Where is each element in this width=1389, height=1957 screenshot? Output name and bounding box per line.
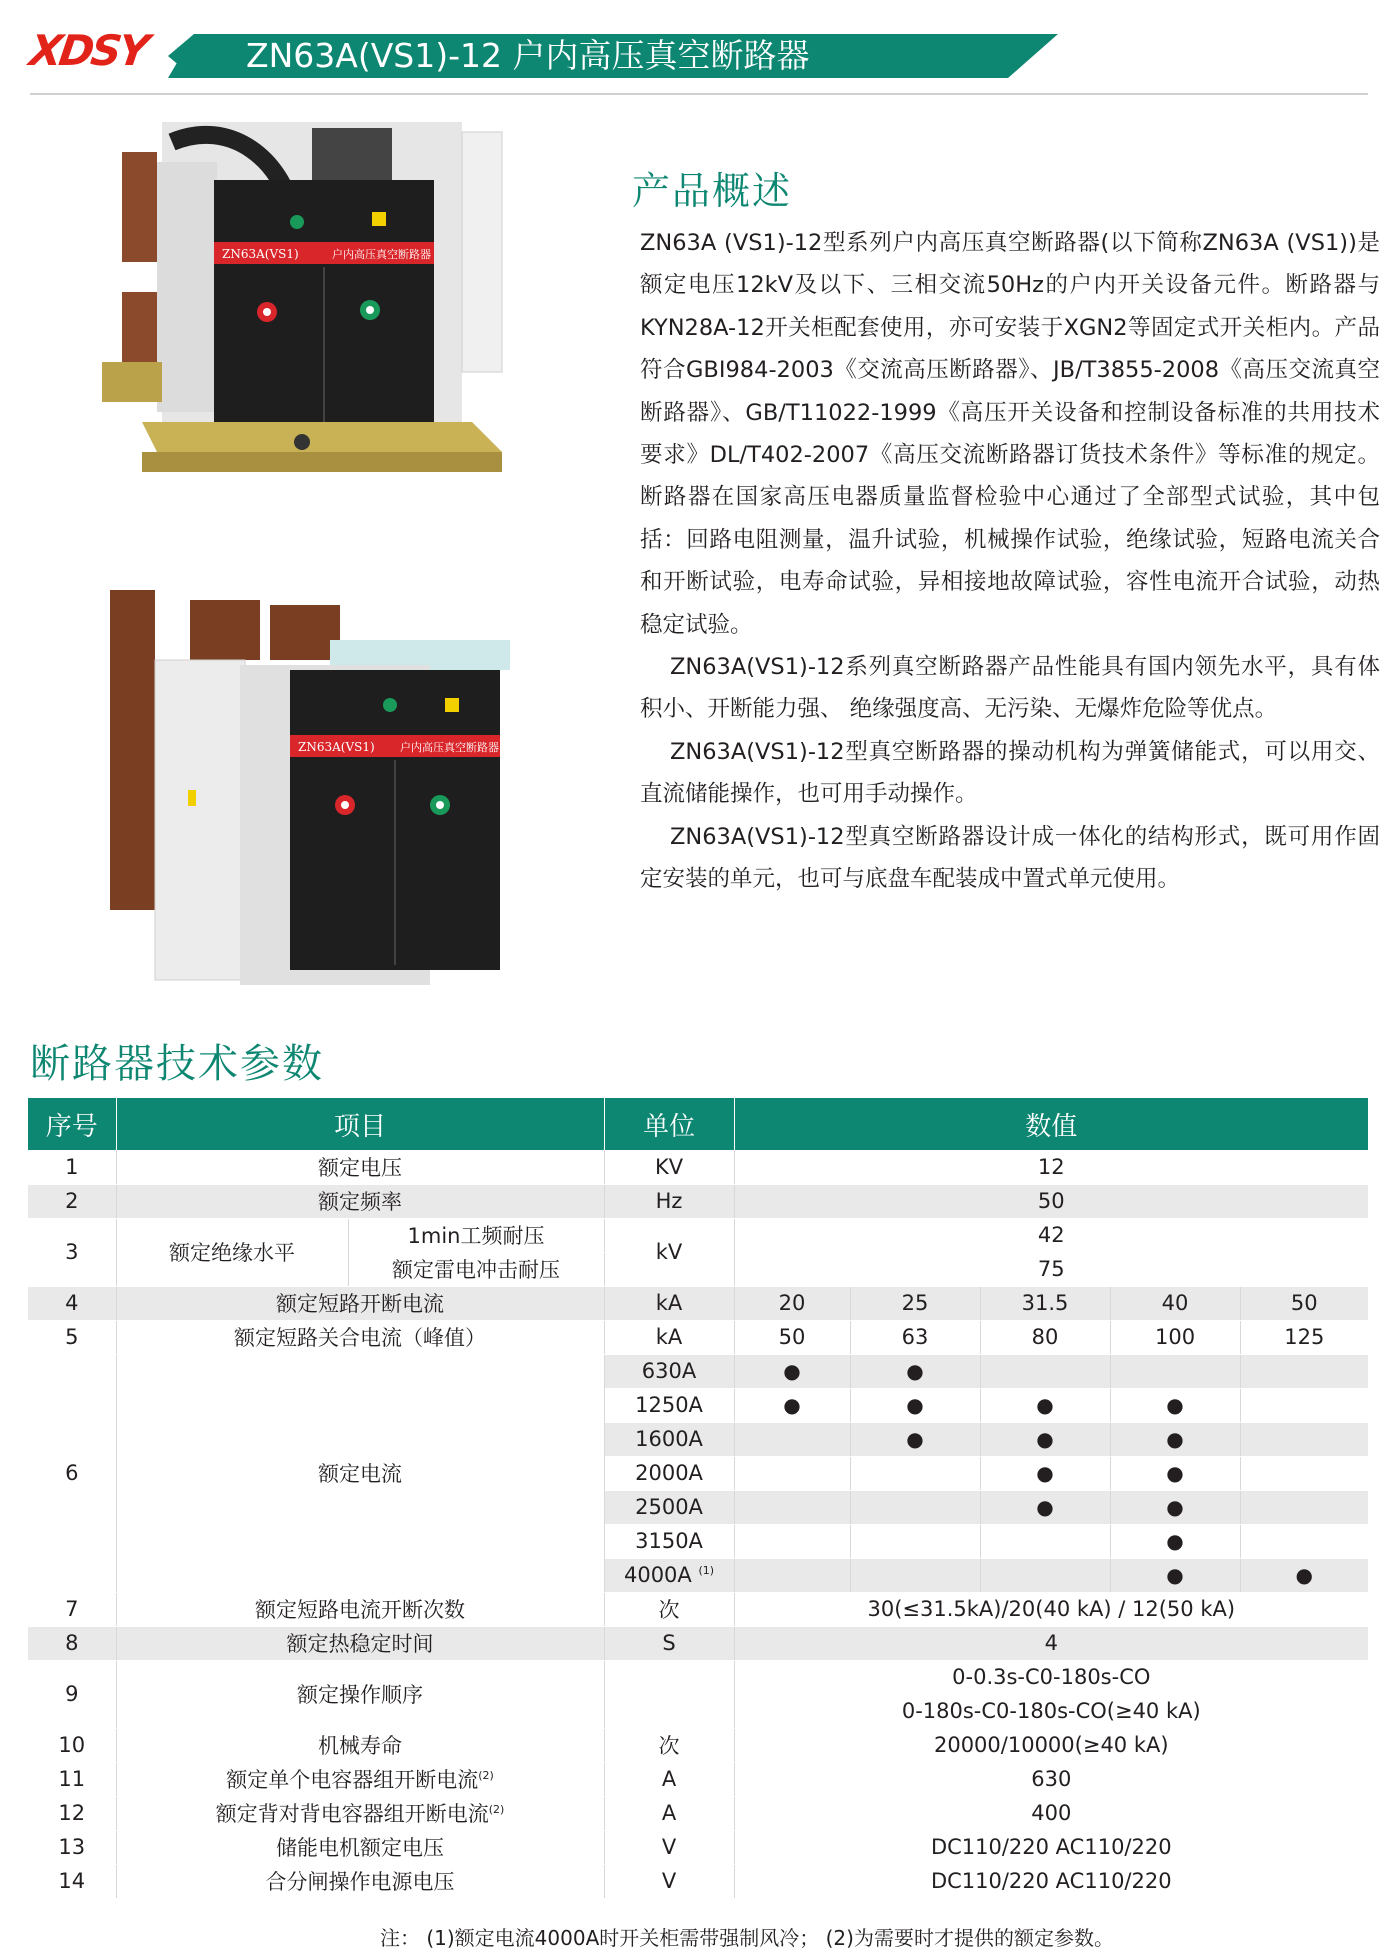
cell-current bbox=[604, 1388, 734, 1422]
table-row bbox=[28, 1354, 1368, 1388]
cell-unit: KV bbox=[604, 1150, 734, 1184]
table-row bbox=[28, 1218, 1368, 1252]
cell-value: 12 bbox=[734, 1150, 1368, 1184]
cell-item bbox=[116, 1762, 604, 1796]
cell-item: 额定电压 bbox=[116, 1150, 604, 1184]
overview-paragraph: ZN63A(VS1)-12系列真空断路器产品性能具有国内领先水平，具有体积小、开断能力强、 绝缘强度高、无污染、无爆炸危险等优点。 bbox=[640, 654, 1380, 723]
availability-dot bbox=[850, 1388, 980, 1422]
panel-title-1: 户内高压真空断路器 bbox=[332, 248, 431, 261]
logo-text: XDSY bbox=[26, 26, 150, 75]
cell-no: 4 bbox=[28, 1286, 116, 1320]
cell-value: 25 bbox=[850, 1286, 980, 1320]
cell-no: 7 bbox=[28, 1592, 116, 1626]
cell-unit: V bbox=[604, 1864, 734, 1898]
spec-table-title: 断路器技术参数 bbox=[30, 1041, 324, 1087]
availability-empty bbox=[734, 1456, 850, 1490]
availability-dot bbox=[980, 1490, 1110, 1524]
dot-icon: ● bbox=[1166, 1563, 1184, 1587]
availability-dot bbox=[1110, 1456, 1240, 1490]
panel-label-2: ZN63A(VS1) bbox=[298, 740, 375, 754]
cell-no: 9 bbox=[28, 1660, 116, 1728]
availability-empty bbox=[980, 1524, 1110, 1558]
cell-item: 额定热稳定时间 bbox=[116, 1626, 604, 1660]
cell-unit: S bbox=[604, 1626, 734, 1660]
dot-icon: ● bbox=[906, 1427, 924, 1451]
page-title: ZN63A(VS1)-12 户内高压真空断路器 bbox=[246, 36, 810, 75]
rated-current-block bbox=[28, 1354, 1368, 1592]
availability-empty bbox=[850, 1456, 980, 1490]
cell-unit: kA bbox=[604, 1320, 734, 1354]
availability-empty bbox=[1240, 1422, 1368, 1456]
cell-unit: A bbox=[604, 1796, 734, 1830]
overview-paragraph: ZN63A (VS1)-12型系列户内高压真空断路器(以下简称ZN63A (VS1))是额定电压12kV及以下、三相交流50Hz的户内开关设备元件。断路器与KYN28A-12开关柜配套使用，亦可安装于XGN2等固定式开关柜内。产品符合GBI984-2003《交流高压断路器》、JB/T3855-2008《高压交流真空断路器》、GB/T11022-1999《高压开关设备和控制设备标准的共用技术要求》DL/T402-2007《高压交流断路器订货技术条件》等标准的规定。断路器在国家高压电器质量监督检验中心通过了全部型式试验，其中包括：回路电阻测量，温升试验，机械操作试验，绝缘试验，短路电流关合和开断试验，电寿命试验，异相接地故障试验，容性电流开合试验，动热稳定试验。 bbox=[640, 230, 1380, 638]
table-footnote: 注： (1)额定电流4000A时开关柜需带强制风冷； (2)为需要时才提供的额定参数。 bbox=[380, 1926, 1114, 1950]
availability-dot bbox=[1110, 1558, 1240, 1592]
item-text: 额定单个电容器组开断电流 bbox=[226, 1768, 479, 1792]
cell-value: 100 bbox=[1110, 1320, 1240, 1354]
dot-icon: ● bbox=[1036, 1495, 1054, 1519]
footnote-marker: (2) bbox=[478, 1769, 494, 1782]
cell-unit: Hz bbox=[604, 1184, 734, 1218]
availability-dot bbox=[734, 1354, 850, 1388]
cell-current bbox=[604, 1490, 734, 1524]
cell-value: 630 bbox=[734, 1762, 1368, 1796]
cell-item: 额定操作顺序 bbox=[116, 1660, 604, 1728]
availability-empty bbox=[734, 1524, 850, 1558]
availability-empty bbox=[734, 1490, 850, 1524]
current-label: 1600A bbox=[635, 1427, 703, 1451]
dot-icon: ● bbox=[1036, 1393, 1054, 1417]
availability-dot bbox=[850, 1354, 980, 1388]
spec-table bbox=[28, 1098, 1368, 1899]
cell-current bbox=[604, 1456, 734, 1490]
cell-current bbox=[604, 1422, 734, 1456]
breaker-photo-side bbox=[100, 580, 550, 1000]
dot-icon: ● bbox=[1036, 1461, 1054, 1485]
panel-label-1: ZN63A(VS1) bbox=[222, 247, 299, 261]
table-row bbox=[28, 1286, 1368, 1320]
availability-empty bbox=[1110, 1354, 1240, 1388]
availability-empty bbox=[850, 1490, 980, 1524]
overview-title: 产品概述 bbox=[632, 169, 793, 213]
cell-value: 42 bbox=[734, 1218, 1368, 1252]
current-label: 2000A bbox=[635, 1461, 703, 1485]
overview-paragraph: ZN63A(VS1)-12型真空断路器的操动机构为弹簧储能式，可以用交、直流储能操作，也可用手动操作。 bbox=[640, 738, 1380, 808]
table-row bbox=[28, 1864, 1368, 1898]
availability-empty bbox=[850, 1524, 980, 1558]
cell-value: 0-180s-C0-180s-CO(≥40 kA) bbox=[734, 1694, 1368, 1728]
current-label: 630A bbox=[641, 1359, 697, 1383]
breaker-photo-front bbox=[82, 122, 532, 552]
cell-value: 20000/10000(≥40 kA) bbox=[734, 1728, 1368, 1762]
dot-icon: ● bbox=[906, 1393, 924, 1417]
cell-value: 4 bbox=[734, 1626, 1368, 1660]
availability-dot bbox=[980, 1456, 1110, 1490]
cell-item: 额定短路关合电流（峰值） bbox=[116, 1320, 604, 1354]
availability-dot bbox=[1110, 1388, 1240, 1422]
dot-icon: ● bbox=[783, 1393, 801, 1417]
cell-no: 1 bbox=[28, 1150, 116, 1184]
cell-no: 3 bbox=[28, 1218, 116, 1286]
dot-icon: ● bbox=[1166, 1393, 1184, 1417]
table-row bbox=[28, 1830, 1368, 1864]
table-row bbox=[28, 1660, 1368, 1694]
cell-subitem: 1min工频耐压 bbox=[348, 1218, 604, 1252]
table-row bbox=[28, 1796, 1368, 1830]
cell-unit: 次 bbox=[604, 1592, 734, 1626]
availability-dot bbox=[980, 1388, 1110, 1422]
cell-value: 0-0.3s-C0-180s-CO bbox=[734, 1660, 1368, 1694]
dot-icon: ● bbox=[1166, 1495, 1184, 1519]
cell-current bbox=[604, 1524, 734, 1558]
cell-item: 额定频率 bbox=[116, 1184, 604, 1218]
availability-dot bbox=[850, 1422, 980, 1456]
item-text: 额定背对背电容器组开断电流 bbox=[215, 1802, 489, 1826]
cell-no: 2 bbox=[28, 1184, 116, 1218]
cell-item: 额定短路开断电流 bbox=[116, 1286, 604, 1320]
cell-unit: A bbox=[604, 1762, 734, 1796]
cell-value: 80 bbox=[980, 1320, 1110, 1354]
cell-unit: 次 bbox=[604, 1728, 734, 1762]
cell-no: 11 bbox=[28, 1762, 116, 1796]
table-row bbox=[28, 1320, 1368, 1354]
header-no: 序号 bbox=[28, 1098, 116, 1150]
header-item: 项目 bbox=[116, 1098, 604, 1150]
availability-dot bbox=[734, 1388, 850, 1422]
table-row bbox=[28, 1592, 1368, 1626]
cell-unit bbox=[604, 1660, 734, 1728]
title-banner bbox=[168, 34, 1058, 78]
dot-icon: ● bbox=[1166, 1427, 1184, 1451]
cell-current bbox=[604, 1558, 734, 1592]
cell-value: 20 bbox=[734, 1286, 850, 1320]
cell-subitem: 额定雷电冲击耐压 bbox=[348, 1252, 604, 1286]
availability-empty bbox=[734, 1422, 850, 1456]
current-label: 1250A bbox=[635, 1393, 703, 1417]
cell-no: 8 bbox=[28, 1626, 116, 1660]
dot-icon: ● bbox=[1166, 1461, 1184, 1485]
availability-empty bbox=[734, 1558, 850, 1592]
current-label: 3150A bbox=[635, 1529, 703, 1553]
availability-empty bbox=[1240, 1490, 1368, 1524]
table-row bbox=[28, 1762, 1368, 1796]
cell-item: 储能电机额定电压 bbox=[116, 1830, 604, 1864]
cell-value: 50 bbox=[734, 1320, 850, 1354]
cell-no: 10 bbox=[28, 1728, 116, 1762]
cell-value: DC110/220 AC110/220 bbox=[734, 1830, 1368, 1864]
panel-title-2: 户内高压真空断路器 bbox=[400, 741, 499, 754]
availability-empty bbox=[1240, 1354, 1368, 1388]
cell-value: 31.5 bbox=[980, 1286, 1110, 1320]
brand-logo bbox=[26, 26, 150, 75]
cell-unit: kV bbox=[604, 1218, 734, 1286]
table-row bbox=[28, 1626, 1368, 1660]
availability-dot bbox=[980, 1422, 1110, 1456]
table-row bbox=[28, 1728, 1368, 1762]
cell-item: 机械寿命 bbox=[116, 1728, 604, 1762]
availability-dot bbox=[1110, 1422, 1240, 1456]
overview-paragraph: ZN63A(VS1)-12型真空断路器设计成一体化的结构形式，既可用作固定安装的单元，也可与底盘车配装成中置式单元使用。 bbox=[640, 823, 1380, 893]
cell-item bbox=[116, 1796, 604, 1830]
table-row bbox=[28, 1184, 1368, 1218]
cell-value: 63 bbox=[850, 1320, 980, 1354]
cell-value: 50 bbox=[1240, 1286, 1368, 1320]
current-label: 2500A bbox=[635, 1495, 703, 1519]
availability-dot bbox=[1110, 1490, 1240, 1524]
cell-value: 125 bbox=[1240, 1320, 1368, 1354]
cell-no: 14 bbox=[28, 1864, 116, 1898]
cell-no: 6 bbox=[28, 1354, 116, 1592]
cell-value: DC110/220 AC110/220 bbox=[734, 1864, 1368, 1898]
dot-icon: ● bbox=[1036, 1427, 1054, 1451]
dot-icon: ● bbox=[783, 1359, 801, 1383]
cell-unit: V bbox=[604, 1830, 734, 1864]
cell-value: 75 bbox=[734, 1252, 1368, 1286]
availability-empty bbox=[1240, 1524, 1368, 1558]
table-header-row bbox=[28, 1098, 1368, 1150]
cell-item: 额定短路电流开断次数 bbox=[116, 1592, 604, 1626]
footnote-marker: (2) bbox=[488, 1803, 505, 1816]
cell-value: 30(≤31.5kA)/20(40 kA) / 12(50 kA) bbox=[734, 1592, 1368, 1626]
current-label: 4000A bbox=[623, 1563, 692, 1587]
availability-empty bbox=[850, 1558, 980, 1592]
availability-dot bbox=[1110, 1524, 1240, 1558]
cell-no: 12 bbox=[28, 1796, 116, 1830]
overview-body bbox=[640, 222, 1380, 901]
availability-empty bbox=[980, 1354, 1110, 1388]
cell-value: 400 bbox=[734, 1796, 1368, 1830]
header-value: 数值 bbox=[734, 1098, 1368, 1150]
cell-current bbox=[604, 1354, 734, 1388]
dot-icon: ● bbox=[1166, 1529, 1184, 1553]
dot-icon: ● bbox=[1295, 1563, 1313, 1587]
cell-no: 5 bbox=[28, 1320, 116, 1354]
cell-item: 合分闸操作电源电压 bbox=[116, 1864, 604, 1898]
cell-value: 40 bbox=[1110, 1286, 1240, 1320]
cell-unit: kA bbox=[604, 1286, 734, 1320]
header-divider bbox=[30, 93, 1368, 95]
availability-empty bbox=[980, 1558, 1110, 1592]
availability-empty bbox=[1240, 1456, 1368, 1490]
availability-empty bbox=[1240, 1388, 1368, 1422]
header-unit: 单位 bbox=[604, 1098, 734, 1150]
cell-item: 额定电流 bbox=[116, 1354, 604, 1592]
table-row bbox=[28, 1150, 1368, 1184]
cell-value: 50 bbox=[734, 1184, 1368, 1218]
availability-dot bbox=[1240, 1558, 1368, 1592]
dot-icon: ● bbox=[906, 1359, 924, 1383]
footnote-marker: (1) bbox=[698, 1564, 715, 1577]
cell-item: 额定绝缘水平 bbox=[116, 1218, 348, 1286]
cell-no: 13 bbox=[28, 1830, 116, 1864]
